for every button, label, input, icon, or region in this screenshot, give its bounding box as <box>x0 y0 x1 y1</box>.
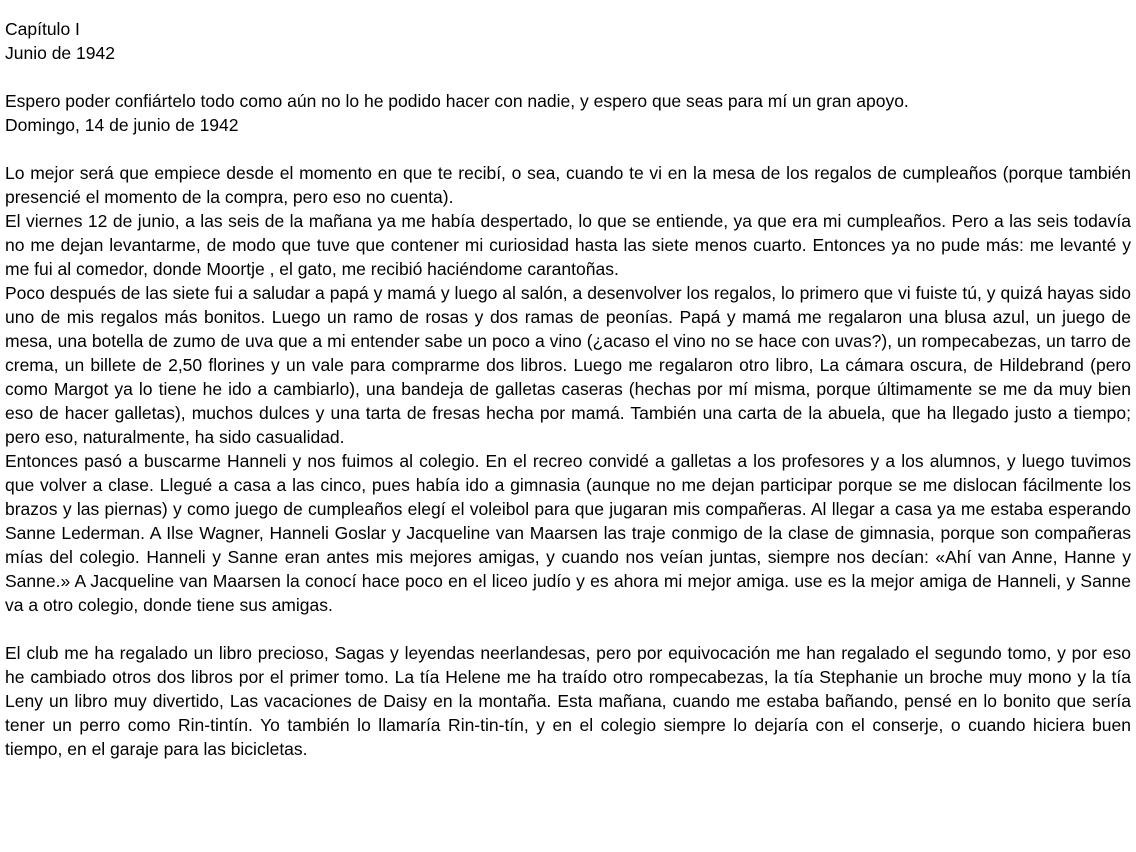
chapter-title: Capítulo I <box>5 19 80 39</box>
paragraph-4: Entonces pasó a buscarme Hanneli y nos fuimos al colegio. En el recreo convidé a galletas a los profesores y a los alumnos, y luego tuvimos que volver a clase. Llegué a casa a las cinco, pues había ido a gimnasia (aunque no me dejan participar porque se me dislocan fácilmente los brazos y las piernas) y como juego de cumpleaños elegí el voleibol para que jugaran mis compañeras. Al llegar a casa ya me estaba esperando Sanne Lederman. A Ilse Wagner, Hanneli Goslar y Jacqueline van Maarsen las traje conmigo de la clase de gimnasia, porque son compañeras mías del colegio. Hanneli y Sanne eran antes mis mejores amigas, y cuando nos veían juntas, siempre nos decían: «Ahí van Anne, Hanne y Sanne.» A Jacqueline van Maarsen la conocí hace poco en el liceo judío y es ahora mi mejor amiga. use es la mejor amiga de Hanneli, y Sanne va a otro colegio, donde tiene sus amigas. <box>5 451 1131 615</box>
entry-date: Domingo, 14 de junio de 1942 <box>5 115 239 135</box>
closing-paragraph: El club me ha regalado un libro precioso, Sagas y leyendas neerlandesas, pero por equivocación me han regalado el segundo tomo, y por eso he cambiado otros dos libros por el primer tomo. La tía Helene me ha traído otro rompecabezas, la tía Stephanie un broche muy mono y la tía Leny un libro muy divertido, Las vacaciones de Daisy en la montaña. Esta mañana, cuando me estaba bañando, pensé en lo bonito que sería tener un perro como Rin-tintín. Yo también lo llamaría Rin-tin-tín, y en el colegio siempre lo dejaría con el conserje, o cuando hiciera buen tiempo, en el garaje para las bicicletas. <box>5 643 1131 759</box>
paragraph-3: Poco después de las siete fui a saludar a papá y mamá y luego al salón, a desenvolver los regalos, lo primero que vi fuiste tú, y quizá hayas sido uno de mis regalos más bonitos. Luego un ramo de rosas y dos ramas de peonías. Papá y mamá me regalaron una blusa azul, un juego de mesa, una botella de zumo de uva que a mi entender sabe un poco a vino (¿acaso el vino no se hace con uvas?), un rompecabezas, un tarro de crema, un billete de 2,50 florines y un vale para comprarme dos libros. Luego me regalaron otro libro, La cámara oscura, de Hildebrand (pero como Margot ya lo tiene he ido a cambiarlo), una bandeja de galletas caseras (hechas por mí misma, porque últimamente se me da muy bien eso de hacer galletas), muchos dulces y una tarta de fresas hecha por mamá. También una carta de la abuela, que ha llegado justo a tiempo; pero eso, naturalmente, ha sido casualidad. <box>5 283 1131 447</box>
chapter-subtitle: Junio de 1942 <box>5 43 115 63</box>
paragraph-2: El viernes 12 de junio, a las seis de la mañana ya me había despertado, lo que se entiende, ya que era mi cumpleaños. Pero a las seis todavía no me dejan levantarme, de modo que tuve que contener mi curiosidad hasta las siete menos cuarto. Entonces ya no pude más: me levanté y me fui al comedor, donde Moortje , el gato, me recibió haciéndome carantoñas. <box>5 211 1131 279</box>
spacer <box>5 137 1131 161</box>
paragraph-1: Lo mejor será que empiece desde el momento en que te recibí, o sea, cuando te vi en la mesa de los regalos de cumpleaños (porque también presencié el momento de la compra, pero eso no cuenta). <box>5 163 1131 207</box>
spacer <box>5 617 1131 641</box>
spacer <box>5 65 1131 89</box>
intro-text: Espero poder confiártelo todo como aún no lo he podido hacer con nadie, y espero que seas para mí un gran apoyo. <box>5 91 909 111</box>
